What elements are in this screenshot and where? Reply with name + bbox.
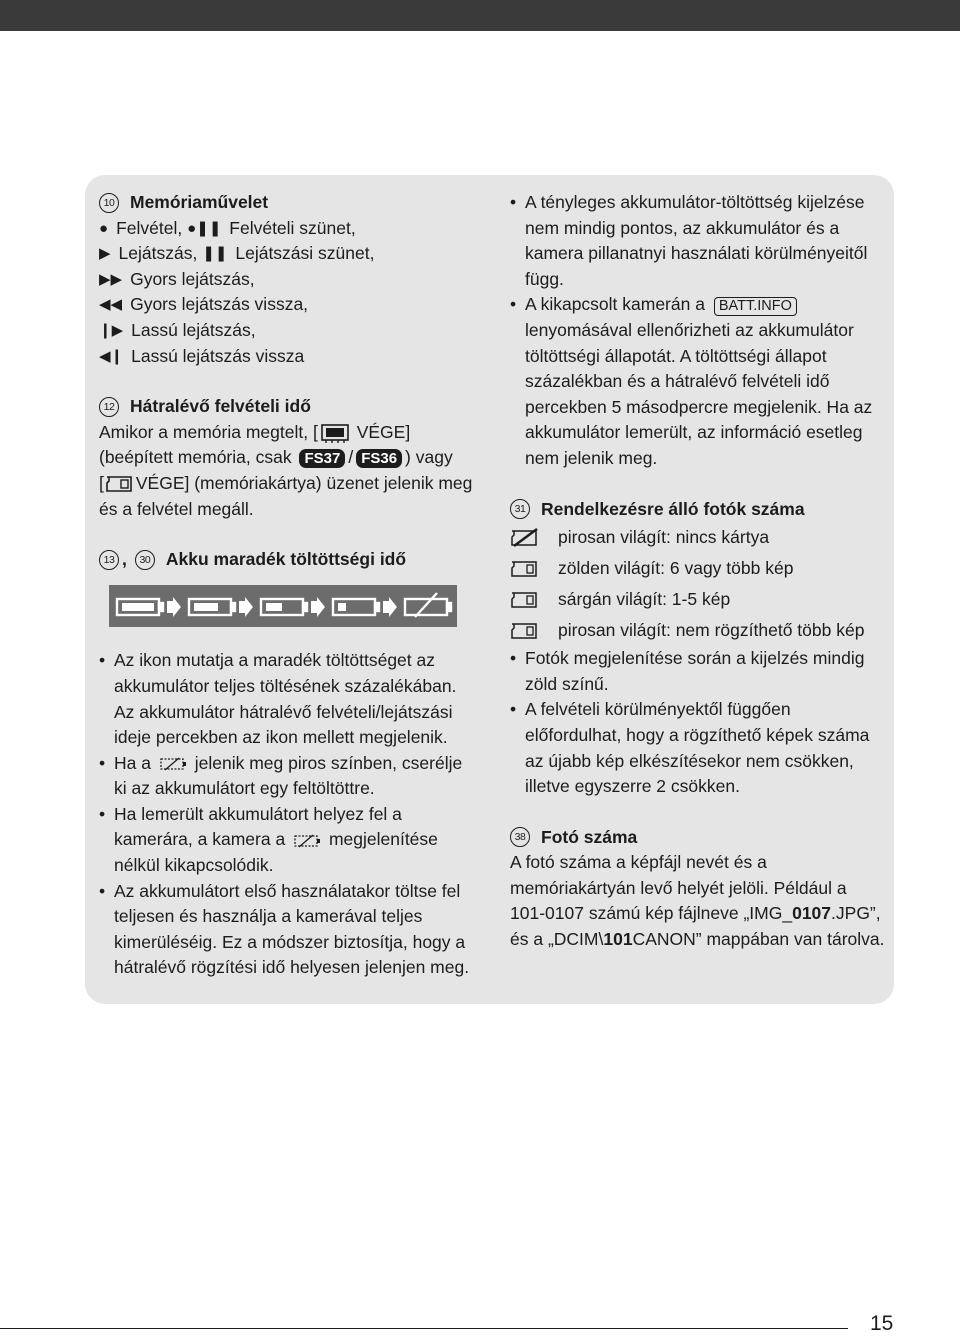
- section-number: 38: [510, 827, 530, 847]
- bullet-text: Ha a: [114, 752, 151, 773]
- mode-record-pause-label: Felvételi szünet,: [229, 217, 356, 238]
- s12-text: VÉGE] (memóriakártya) üzenet jelenik meg: [135, 472, 473, 493]
- bullet-text: lenyomásával ellenőrizheti az akkumulátor töltöttségi állapotát. A töltöttségi állapot százalékban és a hátralévő felvételi idő percekben 5 másodpercre megjelenik. Ha az akkumulátor lemerült, az információ esetleg nem jelenik meg.: [525, 319, 873, 468]
- mode-line-slow: [99, 318, 479, 344]
- section-title: Rendelkezésre álló fotók száma: [541, 498, 805, 519]
- paragraph-bold: 101: [603, 929, 633, 950]
- section-number: 31: [510, 499, 530, 519]
- memory-card-icon: [510, 590, 538, 609]
- paragraph-text: CANON” mappában van tárolva.: [632, 929, 885, 950]
- rewind-icon: ◀◀: [99, 296, 123, 314]
- s12-slash: /: [348, 447, 354, 468]
- s12-line-1: [99, 420, 479, 446]
- fast-forward-icon: ▶▶: [99, 270, 123, 288]
- page-number: 15: [870, 1312, 894, 1335]
- battery-half-icon: [261, 599, 307, 615]
- section-number: 30: [135, 550, 155, 570]
- section-title: Hátralévő felvételi idő: [130, 396, 311, 417]
- battery-info-list: [510, 190, 885, 472]
- card-status-row: [510, 522, 885, 553]
- bullet-text: A kikapcsolt kamerán a: [525, 294, 705, 315]
- list-item: [510, 292, 885, 471]
- section-13-heading: [99, 547, 479, 573]
- section-number: 10: [99, 193, 119, 213]
- battery-empty-icon: [405, 593, 451, 617]
- mode-line-ff: [99, 267, 479, 293]
- s12-line-2: [99, 445, 479, 471]
- mode-line-slow-rev: [99, 344, 479, 370]
- arrow-right-icon: [167, 597, 181, 617]
- built-in-memory-icon: [318, 423, 352, 443]
- play-icon: ▶: [99, 245, 111, 263]
- s12-line-4: és a felvétel megáll.: [99, 498, 254, 519]
- mode-rew-label: Gyors lejátszás vissza,: [130, 294, 309, 315]
- mode-ff-label: Gyors lejátszás,: [130, 268, 255, 289]
- memory-card-icon: [104, 474, 136, 494]
- mode-slow-rev-label: Lassú lejátszás vissza: [131, 345, 305, 366]
- card-status-row: [510, 584, 885, 615]
- battery-notes-list: [99, 648, 479, 981]
- record-pause-icon: ●❚❚: [187, 219, 222, 237]
- model-fs36-badge: FS36: [356, 449, 402, 468]
- slow-reverse-icon: ◀❙: [99, 347, 124, 365]
- section-38-heading: [510, 825, 885, 851]
- card-status-text: pirosan világít: nem rögzíthető több kép: [558, 619, 865, 640]
- list-item: • Fotók megjelenítése során a kijelzés mindig zöld színű.: [510, 646, 885, 697]
- list-item: • Az akkumulátort első használatakor töltse fel teljesen és használja a kamerával teljes kimerüléséig. Ez a módszer biztosítja, hogy a hátralévő rögzítési idő helyesen jelenjen meg.: [99, 879, 479, 981]
- mode-line-play: [99, 241, 479, 267]
- mode-slow-label: Lassú lejátszás,: [131, 319, 256, 340]
- arrow-right-icon: [239, 597, 253, 617]
- s12-text: (beépített memória, csak: [99, 447, 292, 468]
- battery-empty-icon: [290, 832, 324, 850]
- bullet-text: jelenik meg piros színben, cserélje ki az akkumulátort egy feltöltöttre.: [114, 752, 463, 799]
- mode-play-pause-label: Lejátszási szünet,: [235, 243, 375, 264]
- section-number: 13: [99, 550, 119, 570]
- section-title: Akku maradék töltöttségi idő: [165, 549, 407, 570]
- bullet-text: megjelenítése nélkül kikapcsolódik.: [114, 829, 438, 876]
- battery-full-icon: [117, 599, 163, 615]
- memory-card-icon: [510, 559, 538, 578]
- section-title: Fotó száma: [541, 826, 638, 847]
- mode-play-label: Lejátszás,: [118, 243, 198, 264]
- bullet-text: Ha lemerült akkumulátort helyez fel a kamerára, a kamera a: [114, 803, 402, 850]
- footer-rule: [0, 1328, 848, 1329]
- section-title: Memóriaművelet: [130, 192, 269, 212]
- photo-number-paragraph: [510, 850, 885, 952]
- memory-card-icon: [510, 621, 538, 640]
- card-status-text: pirosan világít: nincs kártya: [558, 526, 770, 547]
- paragraph-text: .JPG”, és a „DCIM\: [510, 903, 881, 950]
- s12-text: VÉGE]: [356, 421, 411, 442]
- s12-text: ) vagy: [405, 447, 453, 468]
- list-item: [99, 751, 479, 802]
- left-column: [99, 190, 479, 981]
- card-status-row: [510, 553, 885, 584]
- section-12-heading: [99, 394, 479, 420]
- paragraph-bold: 0107: [792, 903, 832, 924]
- section-number: 12: [99, 397, 119, 417]
- model-fs37-badge: FS37: [299, 449, 345, 468]
- list-item: [99, 802, 479, 879]
- batt-info-button: BATT.INFO: [714, 297, 797, 316]
- s12-line-3: [99, 471, 479, 497]
- list-item: • A felvételi körülményektől függően előfordulhat, hogy a rögzíthető képek száma az újabb kép elkészítésekor nem csökken, illetve egyszerre 2 csökken.: [510, 697, 885, 799]
- slow-play-icon: ❙▶: [99, 321, 124, 339]
- card-status-row: [510, 615, 885, 646]
- paragraph-text: A fotó száma a képfájl nevét és a memóriakártyán levő helyét jelöli. Például a 101-0107 számú kép fájlneve „IMG_: [510, 852, 847, 924]
- list-item: • Az ikon mutatja a maradék töltöttséget az akkumulátor teljes töltésének százalékában. Az akkumulátor hátralévő felvételi/lejátszási ideje percekben az ikon mellett megjelenik.: [99, 648, 479, 750]
- mode-line-record: [99, 216, 479, 242]
- record-icon: ●: [99, 219, 109, 237]
- list-item: • A tényleges akkumulátor-töltöttség kijelzése nem mindig pontos, az akkumulátor és a kamera pillanatnyi használati körülményeitől függ.: [510, 190, 885, 292]
- header-bar: [0, 0, 960, 31]
- mode-record-label: Felvétel,: [116, 217, 183, 238]
- no-card-icon: [510, 528, 538, 547]
- pause-icon: ❚❚: [202, 245, 228, 263]
- mode-line-rew: [99, 292, 479, 318]
- s12-text: [: [99, 472, 104, 493]
- section-10-heading: [99, 190, 479, 216]
- section-separator: ,: [122, 549, 127, 570]
- battery-empty-icon: [156, 755, 190, 773]
- arrow-right-icon: [311, 597, 325, 617]
- arrow-right-icon: [383, 597, 397, 617]
- photo-count-notes-list: [510, 646, 885, 800]
- battery-low-icon: [333, 599, 379, 615]
- s12-text: Amikor a memória megtelt, [: [99, 421, 318, 442]
- battery-three-quarter-icon: [189, 599, 235, 615]
- battery-levels-strip: [109, 585, 457, 627]
- card-status-text: sárgán világít: 1-5 kép: [558, 588, 731, 609]
- section-31-heading: [510, 497, 885, 523]
- card-status-text: zölden világít: 6 vagy több kép: [558, 557, 794, 578]
- right-column: [510, 190, 885, 953]
